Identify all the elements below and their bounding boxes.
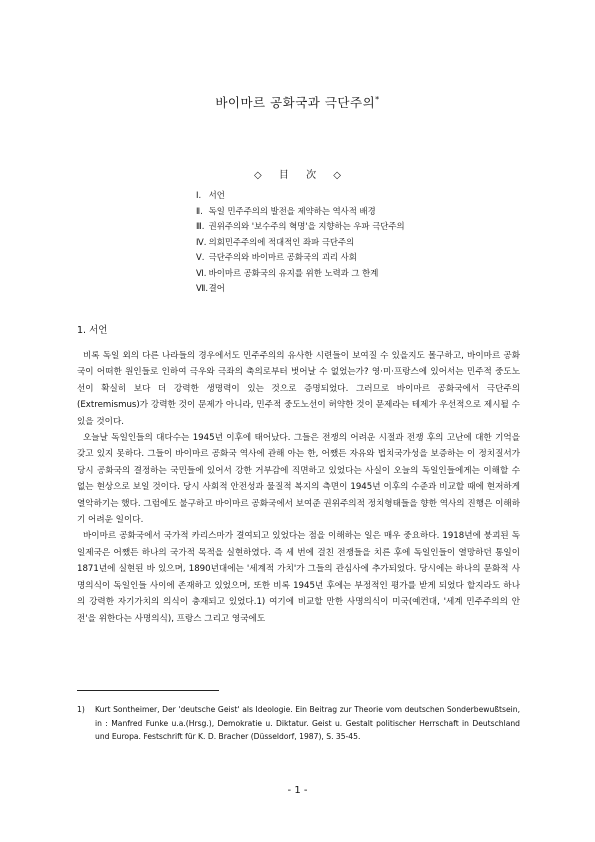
body-text — [77, 348, 520, 627]
toc-item — [196, 250, 405, 266]
toc-item-text: 의회민주주의에 적대적인 좌파 극단주의 — [208, 236, 355, 247]
footnote-divider — [77, 690, 219, 691]
page-number: - 1 - — [287, 785, 308, 796]
toc-item-number: Ⅴ. — [196, 252, 205, 262]
toc-item — [196, 235, 405, 251]
footnote-text: Kurt Sontheimer, Der 'deutsche Geist' als Ideologie. Ein Beitrag zur Theorie vom deutschen Sonderbewußtsein, in : Manfred Funke u.a.(Hrsg.), Demokratie u. Diktatur. Geist u. Gestalt politischer Herrschaft in Deutschland und Europa. Festschrift für K. D. Bracher (Düsseldorf, 1987), S. 35-45. — [95, 705, 520, 742]
paper-title — [0, 93, 595, 111]
toc-item-number: Ⅱ. — [196, 205, 203, 216]
toc-item — [196, 188, 405, 204]
body-paragraph: 오늘날 독일인들의 대다수는 1945년 이후에 태어났다. 그들은 전쟁의 어려운 시절과 전쟁 후의 고난에 대한 기억을 갖고 있지 못하다. 그들이 바이마르 공화국 역사에 관해 아는 한, 어쨌든 자유와 법치국가성을 보증하는 이 정치질서가 당시 공화국의 결정하는 국민들에 있어서 강한 거부감에 직면하고 있었다는 사실이 오늘의 독일인들에게는 이해할 수 없는 현상으로 보일 것이다. 당시 사회적 안전성과 물질적 복지의 측면이 1945년 이후의 수준과 비교할 때에 현저하게 열악하기는 했다. 그럼에도 불구하고 바이마르 공화국에서 보여준 권위주의적 정치형태들을 향한 역사의 진행은 이해하기 어려운 일이다. — [77, 433, 520, 526]
toc-item-number: Ⅵ. — [196, 267, 207, 278]
title-footnote-mark: * — [375, 95, 380, 104]
toc-item-number: Ⅲ. — [196, 221, 205, 231]
body-paragraph: 바이마르 공화국에서 국가적 카리스마가 결여되고 있었다는 점을 이해하는 일은 매우 중요하다. 1918년에 붕괴된 독일제국은 어쨌든 하나의 국가적 목적을 실현하였다. 즉 세 번에 걸친 전쟁들을 치른 후에 독일인들이 열망하던 통일이 1871년에 실현된 바 있으며, 1890년대에는 '세계적 가치'가 그들의 관심사에 추가되었다. 당시에는 하나의 문화적 사명의식이 독일인들 사이에 존재하고 있었으며, 또한 비록 1945년 후에는 부정적인 평가를 받게 되었다 할지라도 하나의 강력한 자기가치의 의식이 충재되고 있었다.1) 여기에 비교할 만한 사명의식이 미국(예컨대, '세계 민주주의의 안전'을 위한다는 사명의식), 프랑스 그리고 영국에도 — [77, 531, 520, 624]
toc-item-number: Ⅰ. — [196, 190, 202, 200]
toc-item-text: 극단주의와 바이마르 공화국의 괴리 사회 — [208, 252, 357, 262]
table-of-contents — [196, 188, 405, 297]
toc-item — [196, 219, 405, 235]
toc-item — [196, 281, 405, 297]
toc-item-text: 바이마르 공화국의 유지를 위한 노력과 그 한계 — [208, 267, 379, 278]
footnote-number: 1) — [77, 705, 85, 714]
section-heading: 1. 서언 — [77, 325, 108, 336]
toc-item-text: 결어 — [208, 283, 225, 293]
footnote — [77, 703, 520, 744]
toc-item-number: Ⅶ. — [196, 283, 209, 293]
paper-title-text: 바이마르 공화국과 극단주의 — [215, 95, 376, 110]
toc-item — [196, 266, 405, 282]
body-paragraph: 비록 독일 외의 다른 나라들의 경우에서도 민주주의의 유사한 시련들이 보여질 수 있을지도 몰구하고, 바이마르 공화국이 어떠한 원인들로 인하여 극우와 극좌의 축의로부터 벗어날 수 없었는가? 영·미·프랑스에 있어서는 민주적 중도노선이 확실히 보다 더 강력한 생명력이 있는 것으로 증명되었다. 그러므로 바이마르 공화국에서 극단주의(Extremismus)가 강력한 것이 문제가 아니라, 민주적 중도노선이 허약한 것이 문제라는 테제가 우선적으로 제시될 수 있을 것이다. — [77, 351, 520, 427]
toc-item-text: 독일 민주주의의 발전을 제약하는 역사적 배경 — [208, 205, 376, 216]
toc-item-number: Ⅳ. — [196, 236, 207, 247]
toc-item-text: 권위주의와 '보수주의 혁명'을 지향하는 우파 극단주의 — [208, 221, 405, 231]
toc-heading: ◇ 目 次 ◇ — [254, 170, 341, 181]
toc-item — [196, 204, 405, 220]
toc-item-text: 서언 — [208, 190, 225, 200]
